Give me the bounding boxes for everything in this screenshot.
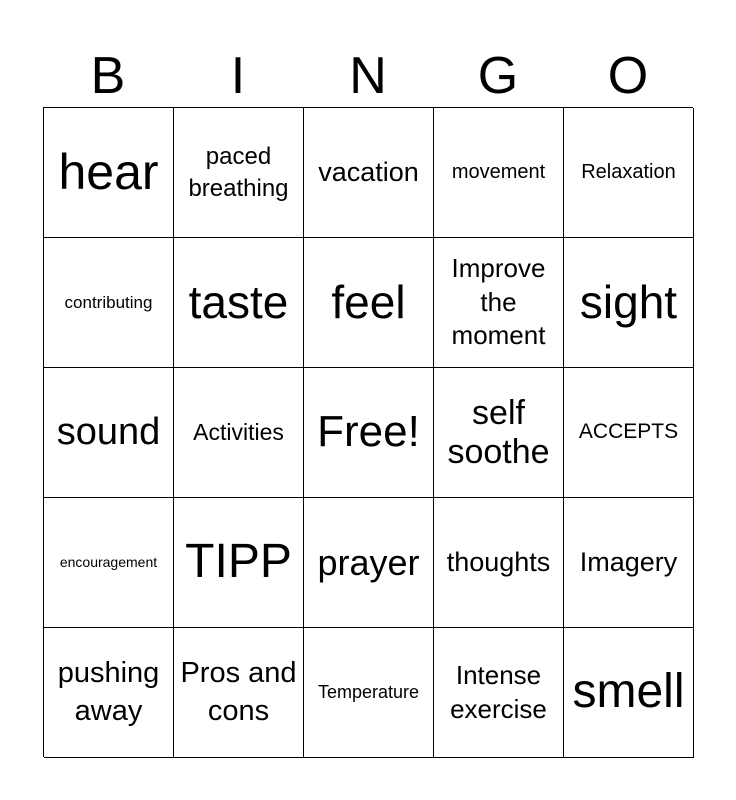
cell-label: movement: [451, 161, 546, 183]
cell-label: contributing: [64, 292, 153, 312]
header-letter-b: B: [90, 47, 126, 105]
bingo-cell[interactable]: [304, 368, 434, 498]
header-letter-i: I: [230, 47, 246, 105]
bingo-cell[interactable]: [304, 628, 434, 758]
bingo-cell[interactable]: [174, 238, 304, 368]
header-letter-g: G: [477, 47, 519, 105]
bingo-cell[interactable]: [434, 368, 564, 498]
bingo-cell[interactable]: [304, 108, 434, 238]
cell-label: Activities: [193, 418, 284, 445]
bingo-cell[interactable]: [304, 498, 434, 628]
bingo-cell[interactable]: [174, 108, 304, 238]
bingo-cell[interactable]: [564, 368, 694, 498]
cell-label: prayer: [317, 541, 420, 583]
cell-label: pushing away: [57, 656, 160, 727]
bingo-cell[interactable]: [564, 498, 694, 628]
cell-label: taste: [188, 276, 289, 329]
cell-label: paced breathing: [188, 143, 289, 202]
bingo-cell[interactable]: [434, 108, 564, 238]
bingo-cell[interactable]: [44, 368, 174, 498]
bingo-cell[interactable]: [44, 498, 174, 628]
bingo-cell[interactable]: [304, 238, 434, 368]
cell-label: Free!: [317, 407, 420, 457]
header-letter-n: N: [349, 47, 387, 105]
cell-label: TIPP: [185, 535, 292, 589]
cell-label: hear: [58, 144, 159, 201]
cell-label: Improve the moment: [451, 252, 546, 351]
cell-label: Relaxation: [581, 161, 676, 183]
bingo-cell[interactable]: [564, 628, 694, 758]
cell-label: sight: [579, 276, 678, 329]
cell-label: Intense exercise: [450, 659, 547, 724]
cell-label: Temperature: [317, 682, 420, 703]
cell-label: Pros and cons: [180, 656, 297, 727]
bingo-cell[interactable]: [434, 238, 564, 368]
bingo-cell[interactable]: [44, 238, 174, 368]
header-letter-o: O: [607, 47, 649, 105]
cell-label: Imagery: [579, 546, 678, 577]
cell-label: feel: [331, 276, 406, 329]
cell-label: sound: [56, 410, 161, 453]
cell-label: smell: [572, 665, 685, 719]
cell-label: vacation: [318, 156, 419, 187]
bingo-cell[interactable]: [564, 108, 694, 238]
cell-label: self soothe: [447, 394, 550, 471]
bingo-header: [43, 44, 693, 108]
bingo-cell[interactable]: [174, 628, 304, 758]
bingo-cell[interactable]: [44, 108, 174, 238]
bingo-cell[interactable]: [44, 628, 174, 758]
cell-label: ACCEPTS: [578, 420, 679, 444]
cell-label: encouragement: [59, 554, 158, 571]
bingo-board: [43, 107, 693, 757]
bingo-cell[interactable]: [174, 368, 304, 498]
cell-label: thoughts: [446, 546, 551, 577]
bingo-cell[interactable]: [174, 498, 304, 628]
bingo-cell[interactable]: [434, 628, 564, 758]
bingo-cell[interactable]: [434, 498, 564, 628]
bingo-cell[interactable]: [564, 238, 694, 368]
